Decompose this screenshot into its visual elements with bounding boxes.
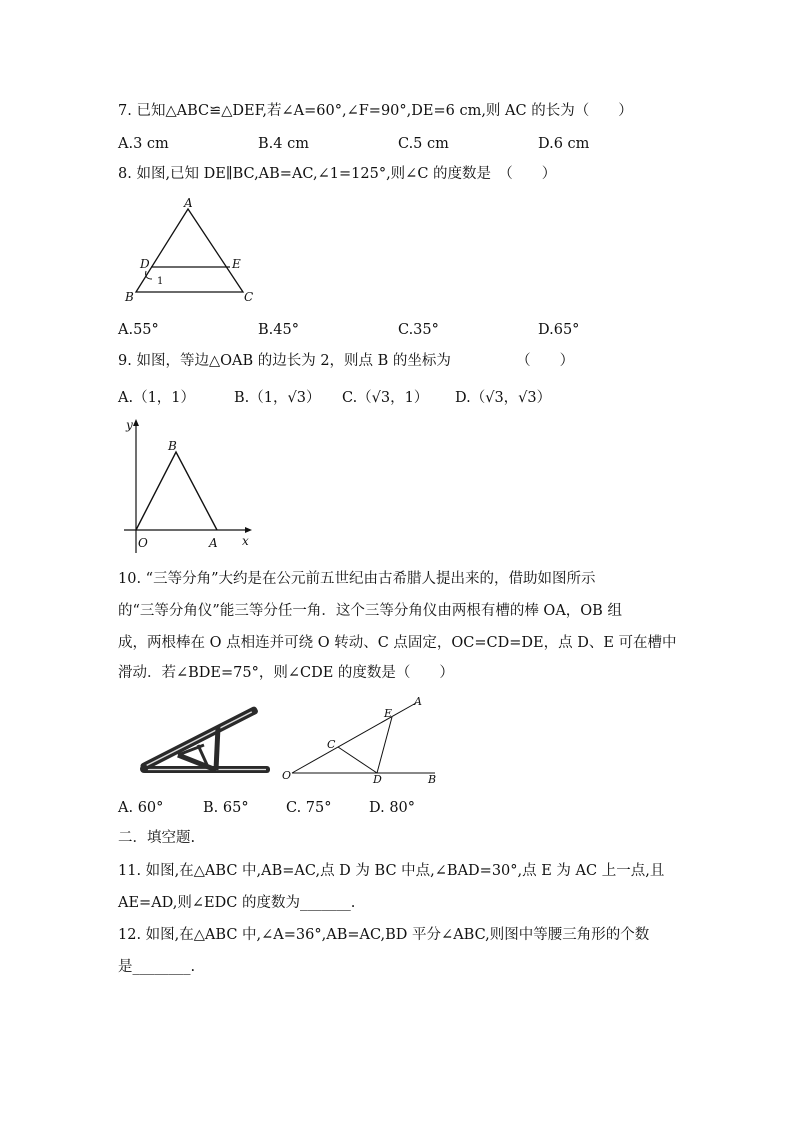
- question-8-option-b: B.45°: [258, 322, 299, 338]
- label-d: D: [140, 257, 150, 271]
- section-2-heading: 二．填空题.: [118, 830, 196, 846]
- question-9-option-b: B.（1，√3）: [234, 390, 321, 406]
- question-12-line-1: 12. 如图,在△ABC 中,∠A=36°,AB=AC,BD 平分∠ABC,则图中等腰三角形的个数: [118, 927, 650, 943]
- question-7-option-d: D.6 cm: [538, 136, 590, 152]
- segment-de: [377, 717, 392, 773]
- question-10-option-a: A. 60°: [118, 800, 164, 816]
- question-9-coordinate-figure: [118, 415, 258, 555]
- question-7-option-b: B.4 cm: [258, 136, 309, 152]
- trisector-device-illustration: [138, 705, 276, 779]
- label-a: A: [414, 695, 422, 708]
- question-7-option-c: C.5 cm: [398, 136, 449, 152]
- label-c: C: [327, 738, 336, 751]
- question-9-stem: 9. 如图，等边△OAB 的边长为 2，则点 B 的坐标为 （ ）: [118, 353, 575, 369]
- question-9-option-d: D.（√3，√3）: [455, 390, 552, 406]
- question-8-stem: 8. 如图,已知 DE∥BC,AB=AC,∠1=125°,则∠C 的度数是 （ ）: [118, 166, 557, 182]
- label-o: O: [282, 769, 292, 782]
- question-9-option-c: C.（√3，1）: [342, 390, 429, 406]
- question-10-line-1: 10. “三等分角”大约是在公元前五世纪由古希腊人提出来的，借助如图所示: [118, 571, 596, 587]
- label-c: C: [244, 290, 254, 304]
- question-8-option-c: C.35°: [398, 322, 439, 338]
- question-8-option-a: A.55°: [118, 322, 159, 338]
- question-12-line-2: 是________.: [118, 959, 196, 975]
- label-x: x: [242, 534, 249, 548]
- label-b: B: [168, 439, 177, 453]
- question-11-line-1: 11. 如图,在△ABC 中,AB=AC,点 D 为 BC 中点,∠BAD=30°,点 E 为 AC 上一点,且: [118, 863, 665, 879]
- triangle-abc: [136, 209, 243, 292]
- label-y: y: [126, 418, 133, 432]
- question-10-option-b: B. 65°: [203, 800, 249, 816]
- question-10-line-3: 成，两根棒在 O 点相连并可绕 O 转动、C 点固定，OC=CD=DE，点 D、E 可在槽中: [118, 635, 677, 651]
- question-8-option-d: D.65°: [538, 322, 580, 338]
- x-axis-arrow: [245, 527, 252, 533]
- question-10-line-2: 的“三等分角仪”能三等分任一角．这个三等分角仪由两根有槽的棒 OA，OB 组: [118, 603, 622, 619]
- segment-cd: [338, 747, 377, 773]
- label-angle-1: 1: [157, 276, 164, 287]
- label-b: B: [125, 290, 134, 304]
- question-10-option-d: D. 80°: [369, 800, 416, 816]
- question-8-triangle-figure: [118, 195, 268, 307]
- label-o: O: [138, 536, 148, 550]
- question-7-option-a: A.3 cm: [118, 136, 169, 152]
- label-e: E: [232, 257, 241, 271]
- triangle-oab: [136, 452, 217, 530]
- label-b: B: [428, 773, 437, 785]
- label-a: A: [209, 536, 218, 550]
- question-9-option-a: A.（1，1）: [118, 390, 196, 406]
- question-10-geometry-figure: [280, 695, 440, 785]
- question-11-line-2: AE=AD,则∠EDC 的度数为_______.: [118, 895, 356, 911]
- label-d: D: [373, 773, 382, 785]
- label-e: E: [384, 707, 393, 720]
- label-a: A: [184, 196, 193, 210]
- question-10-option-c: C. 75°: [286, 800, 332, 816]
- y-axis-arrow: [133, 419, 139, 426]
- ray-oa: [292, 703, 416, 773]
- question-7-stem: 7. 已知△ABC≌△DEF,若∠A=60°,∠F=90°,DE=6 cm,则 AC 的长为（ ）: [118, 103, 633, 119]
- question-10-line-4: 滑动．若∠BDE=75°，则∠CDE 的度数是（ ）: [118, 665, 454, 681]
